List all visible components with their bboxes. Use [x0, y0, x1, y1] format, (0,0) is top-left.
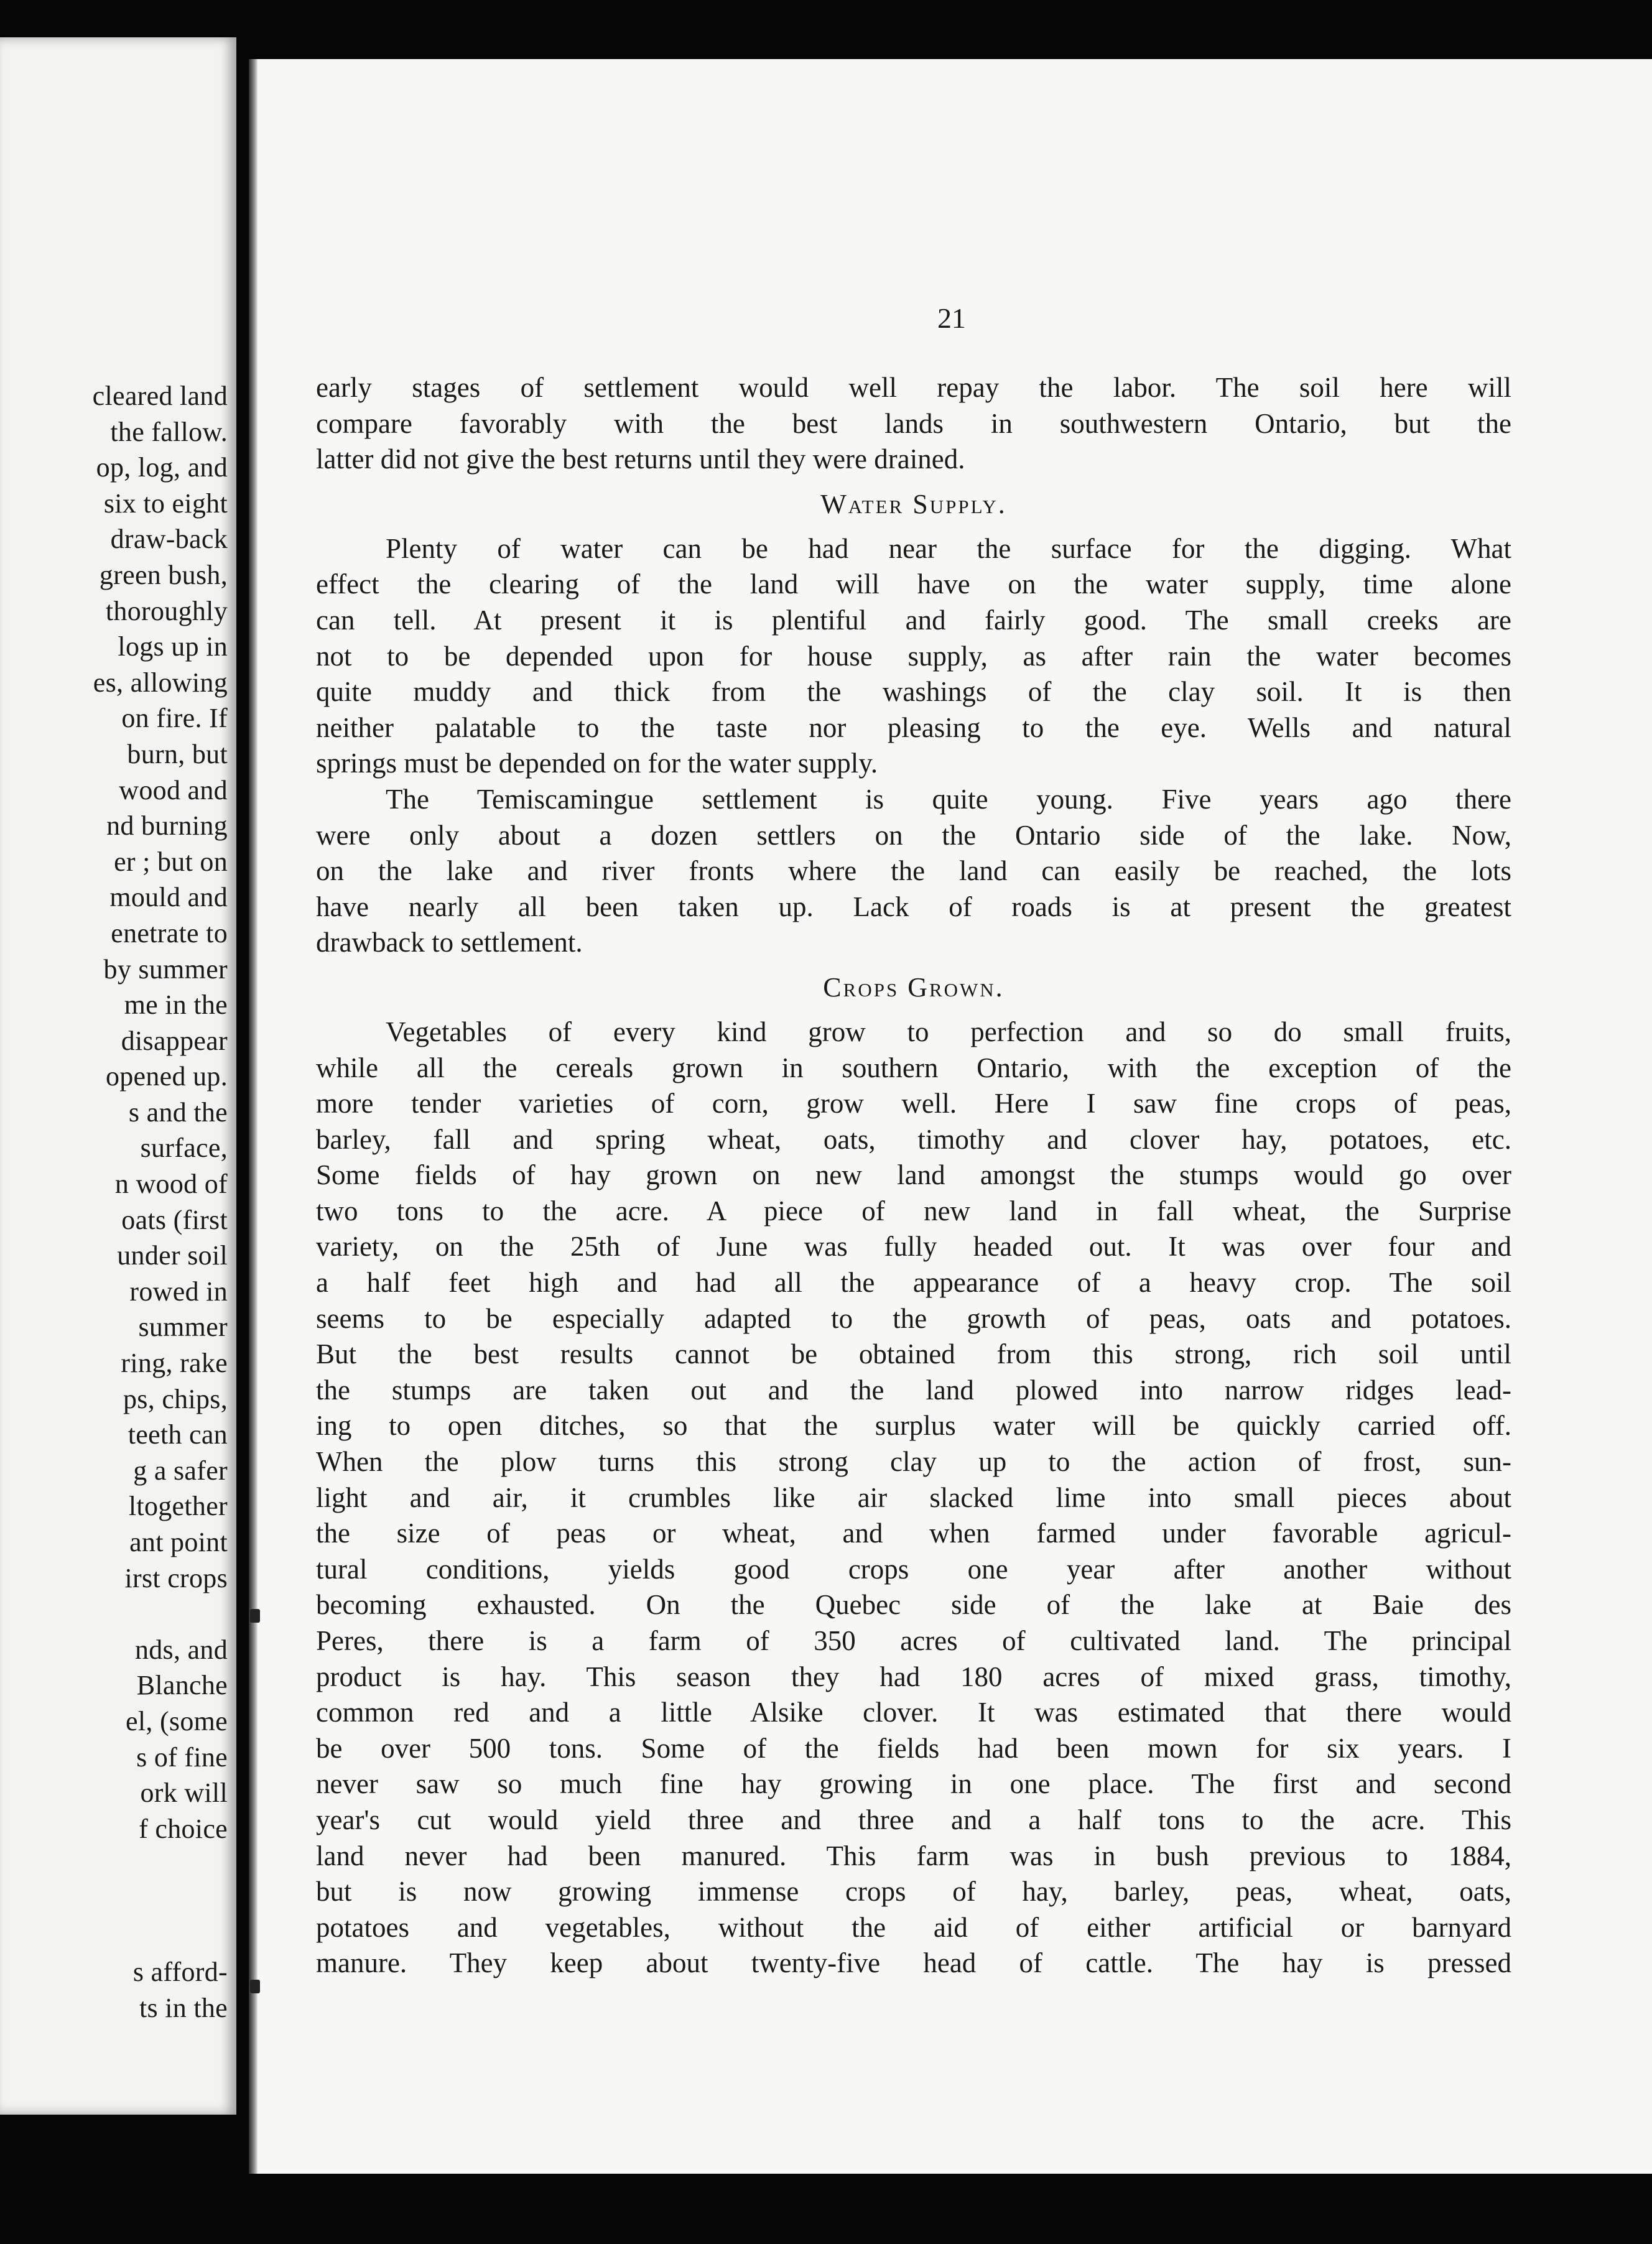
text-line: be over 500 tons. Some of the fields had been mown for six years. I	[316, 1732, 1511, 1764]
left-line-fragment: teeth can	[128, 1419, 228, 1450]
paragraph	[316, 370, 1511, 478]
text-line: product is hay. This season they had 180 acres of mixed grass, timothy,	[316, 1661, 1511, 1692]
text-line: potatoes and vegetables, without the aid of either artificial or barnyard	[316, 1911, 1511, 1943]
left-line-fragment: rowed in	[129, 1276, 228, 1307]
text-line: the stumps are taken out and the land plowed into narrow ridges lead-	[316, 1374, 1511, 1406]
left-line-fragment: irst crops	[124, 1562, 228, 1593]
text-line: latter did not give the best returns until they were drained.	[316, 443, 965, 475]
text-line: the size of peas or wheat, and when farmed under favorable agricul-	[316, 1518, 1511, 1549]
left-page-fragment	[0, 37, 236, 2115]
text-line: year's cut would yield three and three and a half tons to the acre. This	[316, 1804, 1511, 1835]
left-line-fragment: surface,	[140, 1133, 228, 1164]
left-line-fragment: s of fine	[136, 1741, 228, 1773]
text-line: Some fields of hay grown on new land amongst the stumps would go over	[316, 1159, 1511, 1191]
left-line-fragment: on fire. If	[121, 703, 228, 734]
left-line-fragment: es, allowing	[93, 667, 228, 698]
left-line-fragment: oats (first	[121, 1204, 228, 1235]
text-line: neither palatable to the taste nor pleasing to the eye. Wells and natural	[316, 712, 1511, 743]
left-line-fragment: summer	[138, 1312, 228, 1343]
left-line-fragment: six to eight	[103, 488, 228, 519]
text-line: never saw so much fine hay growing in one place. The first and second	[316, 1768, 1511, 1800]
left-line-fragment: the fallow.	[110, 416, 228, 447]
text-line: early stages of settlement would well repay the labor. The soil here will	[316, 372, 1511, 403]
section-heading: Crops Grown.	[823, 971, 1005, 1003]
left-line-fragment: s afford-	[132, 1957, 228, 1988]
text-line: But the best results cannot be obtained from this strong, rich soil until	[316, 1338, 1511, 1370]
text-line: on the lake and river fronts where the land can easily be reached, the lots	[316, 855, 1511, 887]
text-line: two tons to the acre. A piece of new land in fall wheat, the Surprise	[316, 1195, 1511, 1226]
text-line: barley, fall and spring wheat, oats, timothy and clover hay, potatoes, etc.	[316, 1123, 1511, 1155]
text-line: common red and a little Alsike clover. It was estimated that there would	[316, 1697, 1511, 1728]
text-line: When the plow turns this strong clay up to the action of frost, sun-	[316, 1446, 1511, 1478]
gutter-shadow	[249, 59, 258, 2174]
text-line: compare favorably with the best lands in southwestern Ontario, but the	[316, 407, 1511, 439]
left-line-fragment: by summer	[103, 953, 228, 985]
text-line: ing to open ditches, so that the surplus water will be quickly carried off.	[316, 1410, 1511, 1442]
left-line-fragment: disappear	[121, 1025, 228, 1056]
text-line: drawback to settlement.	[316, 927, 583, 958]
left-line-fragment: er ; but on	[114, 846, 228, 877]
text-line: Vegetables of every kind grow to perfection and so do small fruits,	[386, 1016, 1511, 1047]
text-line: becoming exhausted. On the Quebec side of the lake at Baie des	[316, 1589, 1511, 1621]
text-line: seems to be especially adapted to the growth of peas, oats and potatoes.	[316, 1302, 1511, 1334]
text-line: manure. They keep about twenty-five head of cattle. The hay is pressed	[316, 1947, 1511, 1979]
left-line-fragment: cleared land	[92, 381, 228, 411]
text-line: Plenty of water can be had near the surface for the digging. What	[386, 532, 1511, 564]
text-line: springs must be depended on for the water supply.	[316, 748, 878, 779]
left-line-fragment	[93, 1596, 228, 1632]
paragraph	[316, 1014, 1511, 1982]
text-line: The Temiscamingue settlement is quite young. Five years ago there	[386, 783, 1511, 815]
left-line-fragment: Blanche	[136, 1670, 228, 1701]
left-line-fragment: mould and	[109, 882, 228, 913]
left-line-fragment: ork will	[140, 1778, 228, 1809]
paragraph	[316, 531, 1511, 782]
left-line-fragment: thoroughly	[105, 595, 228, 626]
text-line: variety, on the 25th of June was fully headed out. It was over four and	[316, 1231, 1511, 1263]
text-line: but is now growing immense crops of hay, barley, peas, wheat, oats,	[316, 1876, 1511, 1908]
left-line-fragment: me in the	[124, 990, 228, 1021]
left-line-fragment: ring, rake	[121, 1348, 228, 1379]
left-line-fragment: nd burning	[106, 810, 228, 842]
text-line: can tell. At present it is plentiful and fairly good. The small creeks are	[316, 604, 1511, 636]
gutter-mark	[250, 1609, 260, 1623]
left-page-text	[93, 378, 228, 2026]
text-line: tural conditions, yields good crops one year after another without	[316, 1553, 1511, 1585]
text-line: land never had been manured. This farm was in bush previous to 1884,	[316, 1840, 1511, 1871]
left-line-fragment	[93, 1919, 228, 1955]
left-line-fragment: green bush,	[99, 559, 228, 590]
left-line-fragment: draw-back	[110, 524, 228, 555]
text-line: effect the clearing of the land will have on the water supply, time alone	[316, 568, 1511, 600]
left-line-fragment	[93, 1847, 228, 1883]
left-line-fragment: burn, but	[127, 738, 228, 769]
text-line: more tender varieties of corn, grow well. Here I saw fine crops of peas,	[316, 1088, 1511, 1120]
left-line-fragment: ltogether	[128, 1491, 228, 1522]
text-line: light and air, it crumbles like air slacked lime into small pieces about	[316, 1481, 1511, 1513]
left-line-fragment: op, log, and	[96, 452, 228, 483]
page-number: 21	[937, 302, 966, 334]
left-line-fragment: wood and	[119, 774, 228, 805]
left-line-fragment: enetrate to	[111, 917, 228, 948]
paragraph	[316, 782, 1511, 961]
text-line: have nearly all been taken up. Lack of roads is at present the greatest	[316, 891, 1511, 922]
left-line-fragment: ant point	[129, 1527, 228, 1557]
text-line: quite muddy and thick from the washings of the clay soil. It is then	[316, 676, 1511, 708]
left-line-fragment: el, (some	[126, 1705, 228, 1736]
body-text	[316, 370, 1511, 1982]
text-line: a half feet high and had all the appearance of a heavy crop. The soil	[316, 1267, 1511, 1299]
left-line-fragment: opened up.	[105, 1061, 228, 1092]
left-line-fragment: under soil	[117, 1240, 228, 1271]
left-line-fragment: n wood of	[114, 1169, 228, 1200]
left-line-fragment: logs up in	[118, 631, 228, 662]
text-line: were only about a dozen settlers on the Ontario side of the lake. Now,	[316, 819, 1511, 851]
left-line-fragment: g a safer	[133, 1455, 228, 1486]
text-line: Peres, there is a farm of 350 acres of cultivated land. The principal	[316, 1625, 1511, 1656]
text-line: while all the cereals grown in southern Ontario, with the exception of the	[316, 1052, 1511, 1083]
gutter-mark	[250, 1980, 260, 1993]
text-line: not to be depended upon for house supply, as after rain the water becomes	[316, 640, 1511, 672]
left-line-fragment: s and the	[128, 1096, 228, 1128]
section-heading: Water Supply.	[820, 488, 1007, 519]
right-page	[249, 59, 1652, 2174]
left-line-fragment: ts in the	[139, 1992, 228, 2023]
left-line-fragment: f choice	[139, 1813, 228, 1844]
left-line-fragment: ps, chips,	[123, 1383, 228, 1414]
left-line-fragment	[93, 1883, 228, 1919]
left-line-fragment: nds, and	[134, 1634, 228, 1665]
